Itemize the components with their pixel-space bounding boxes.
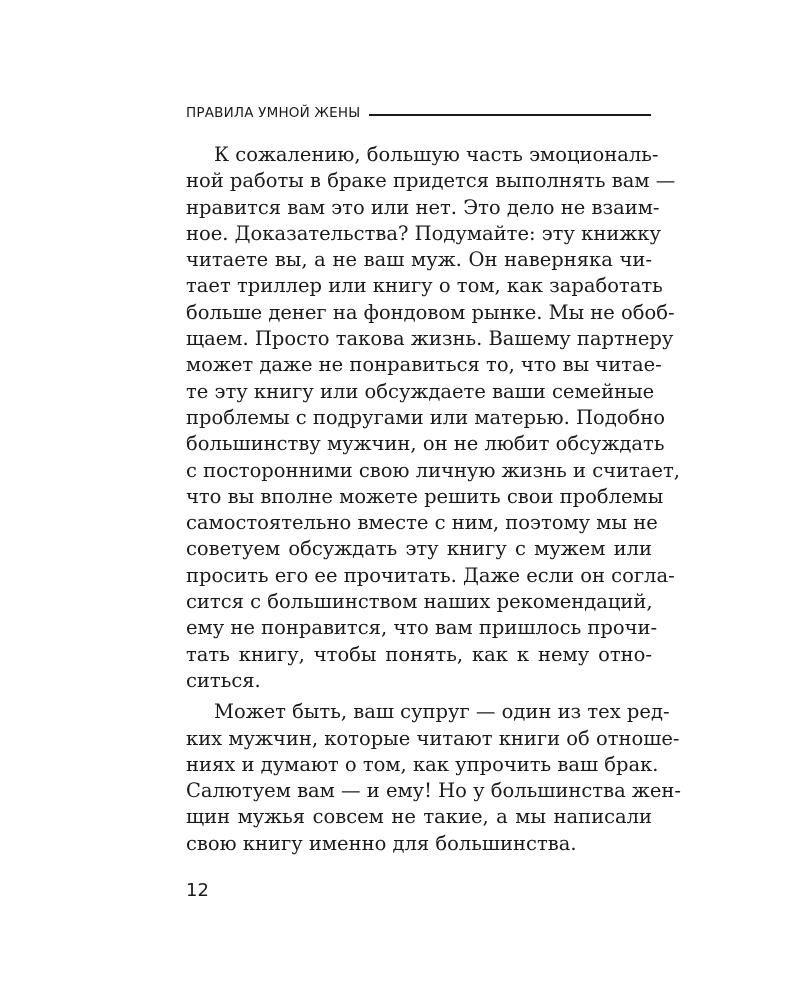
text-line: может даже не понравиться то, что вы читае- xyxy=(186,353,662,377)
running-header-title: ПРАВИЛА УМНОЙ ЖЕНЫ xyxy=(186,105,361,121)
text-line: сится с большинством наших рекомендаций, xyxy=(186,590,653,614)
text-line: что вы вполне можете решить свои проблемы xyxy=(186,484,664,508)
running-header xyxy=(186,103,651,123)
text-line: ему не понравится, что вам пришлось прочи- xyxy=(186,616,658,640)
text-line: те эту книгу или обсуждаете ваши семейные xyxy=(186,379,655,403)
text-line: самостоятельно вместе с ним, поэтому мы не xyxy=(186,511,658,535)
text-line: свою книгу именно для большинства. xyxy=(186,831,577,855)
text-line: тать книгу, чтобы понять, как к нему отно- xyxy=(186,642,652,666)
text-line: ной работы в браке придется выполнять вам — xyxy=(186,169,676,193)
text-line: больше денег на фондовом рынке. Мы не обоб- xyxy=(186,300,675,324)
text-line: нравится вам это или нет. Это дело не взаим- xyxy=(186,195,660,219)
text-line: Салютуем вам — и ему! Но у большинства жен- xyxy=(186,779,681,803)
text-line: большинству мужчин, он не любит обсуждать xyxy=(186,432,665,456)
text-line: просить его ее прочитать. Даже если он согла- xyxy=(186,563,675,587)
text-line: ниях и думают о том, как упрочить ваш брак. xyxy=(186,752,659,776)
text-line: щаем. Просто такова жизнь. Вашему партнеру xyxy=(186,327,674,351)
header-rule xyxy=(369,114,651,116)
body-text xyxy=(186,142,681,857)
text-line: проблемы с подругами или матерью. Подобно xyxy=(186,405,665,429)
page-number: 12 xyxy=(186,880,209,901)
text-line: К сожалению, большую часть эмоциональ- xyxy=(214,143,659,166)
text-line: щин мужья совсем не такие, а мы написали xyxy=(186,805,652,829)
text-line: с посторонними свою личную жизнь и считает, xyxy=(186,458,680,482)
text-line: советуем обсуждать эту книгу с мужем или xyxy=(186,537,652,561)
text-line: тает триллер или книгу о том, как заработать xyxy=(186,274,663,298)
text-line: Может быть, ваш супруг — один из тех ред- xyxy=(214,700,670,724)
text-line: ситься. xyxy=(186,668,261,692)
text-line: читаете вы, а не ваш муж. Он наверняка чи- xyxy=(186,248,652,272)
text-line: ких мужчин, которые читают книги об отноше- xyxy=(186,726,680,750)
text-line: ное. Доказательства? Подумайте: эту книжку xyxy=(186,221,661,245)
